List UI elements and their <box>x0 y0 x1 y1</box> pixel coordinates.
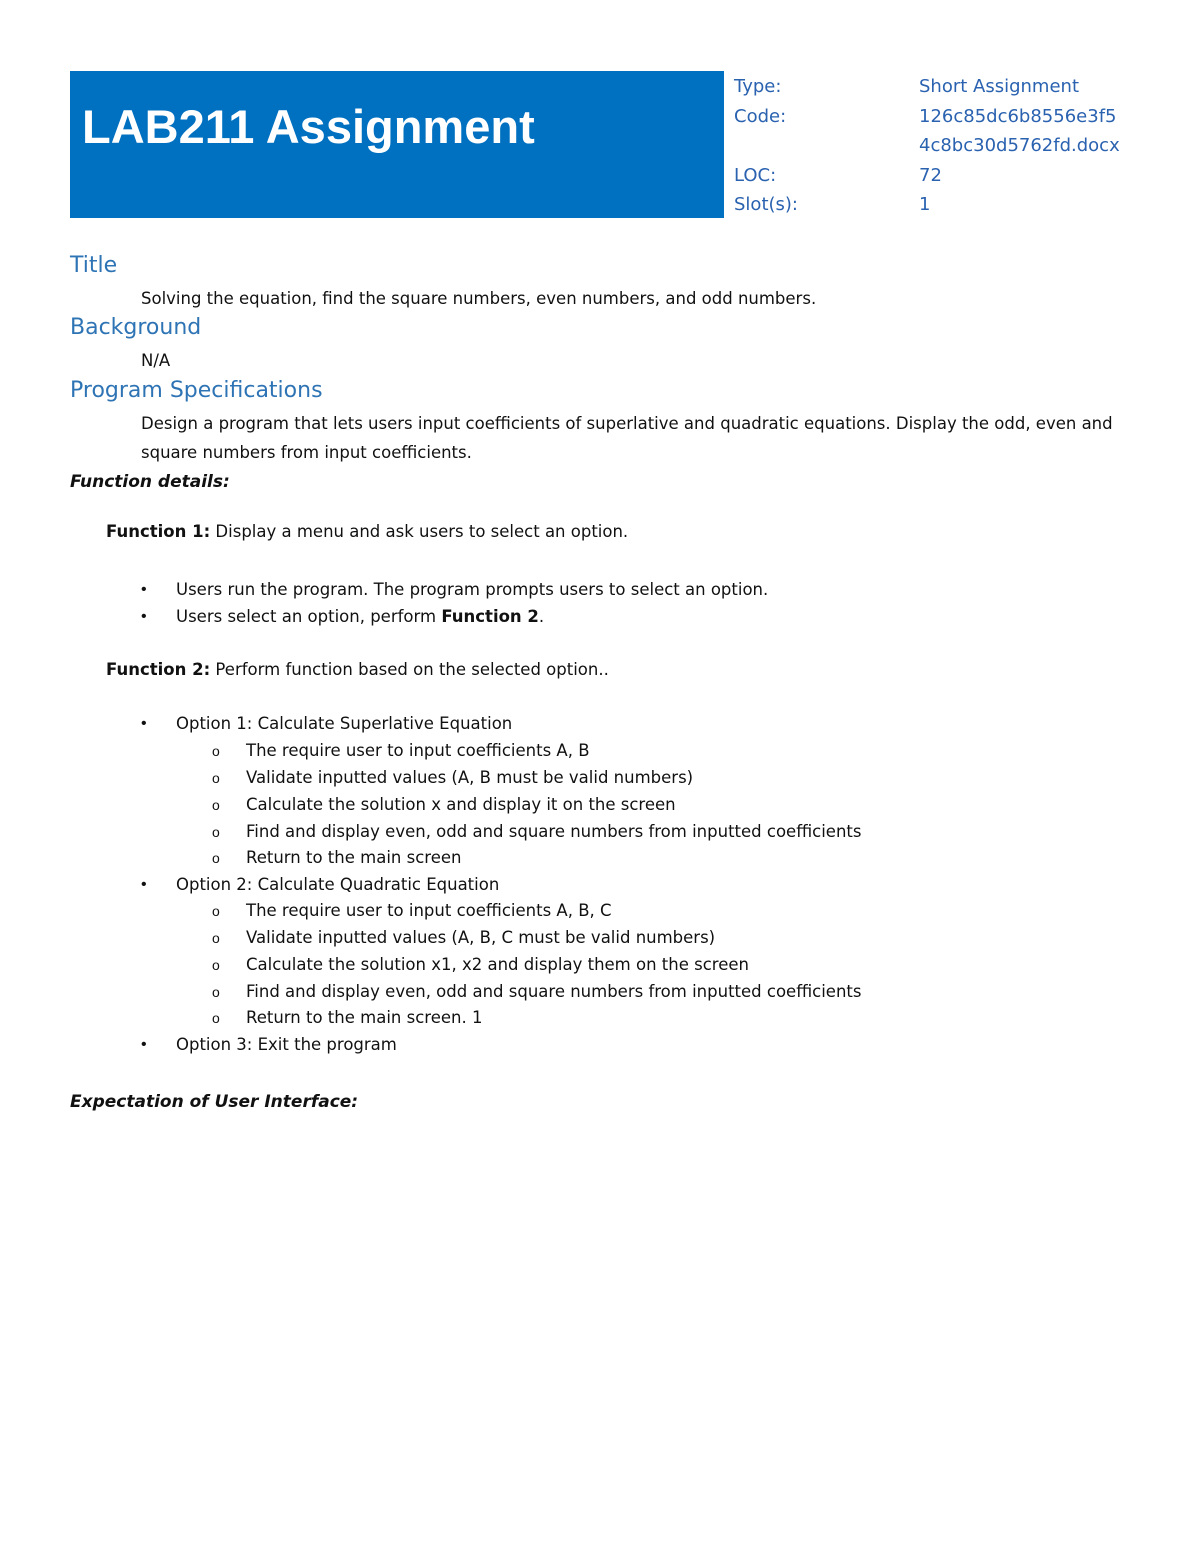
metadata-table <box>734 72 1154 220</box>
expectation-label: Expectation of User Interface: <box>70 1092 359 1112</box>
list-item-bold: Function 2 <box>441 607 539 626</box>
bullet-icon: • <box>141 608 147 625</box>
sub-list-item: The require user to input coefficients A, B <box>246 741 590 760</box>
meta-row-code-continued <box>734 131 1154 161</box>
list-item-after: . <box>538 607 545 626</box>
list-item <box>176 605 544 629</box>
sub-bullet-icon: o <box>212 850 220 866</box>
meta-label: Type: <box>734 76 782 97</box>
option-item: Option 3: Exit the program <box>176 1035 397 1054</box>
function-2-label: Function 2: <box>106 660 211 679</box>
option-item: Option 2: Calculate Quadratic Equation <box>176 875 500 894</box>
function-2-text: Perform function based on the selected option.. <box>210 660 609 679</box>
sub-bullet-icon: o <box>212 903 220 919</box>
background-heading: Background <box>70 315 202 340</box>
meta-value: 4c8bc30d5762fd.docx <box>919 135 1120 156</box>
sub-bullet-icon: o <box>212 797 220 813</box>
sub-list-item: Return to the main screen. 1 <box>246 1008 483 1027</box>
document-title: LAB211 Assignment <box>82 100 535 153</box>
sub-list-item: Find and display even, odd and square numbers from inputted coefficients <box>246 822 862 841</box>
meta-value: 126c85dc6b8556e3f5 <box>919 105 1117 127</box>
sub-list-item: Validate inputted values (A, B, C must be valid numbers) <box>246 928 716 947</box>
sub-bullet-icon: o <box>212 770 220 786</box>
sub-list-item: Find and display even, odd and square numbers from inputted coefficients <box>246 982 862 1001</box>
meta-label: Slot(s): <box>734 194 798 215</box>
function-1-text: Display a menu and ask users to select an option. <box>210 522 629 541</box>
sub-bullet-icon: o <box>212 743 220 759</box>
meta-label: LOC: <box>734 164 777 186</box>
meta-value: 72 <box>919 164 942 186</box>
bullet-icon: • <box>141 715 147 732</box>
sub-list-item: The require user to input coefficients A, B, C <box>246 901 612 920</box>
option-item: Option 1: Calculate Superlative Equation <box>176 714 513 733</box>
bullet-icon: • <box>141 876 147 893</box>
sub-bullet-icon: o <box>212 930 220 946</box>
spec-heading: Program Specifications <box>70 378 323 403</box>
title-heading: Title <box>70 253 118 278</box>
spec-text: Design a program that lets users input coefficients of superlative and quadratic equations. Display the odd, even and square numbers from input coefficients. <box>141 414 1113 462</box>
title-banner <box>70 71 724 218</box>
list-item: Users run the program. The program prompts users to select an option. <box>176 580 769 599</box>
meta-value: Short Assignment <box>919 76 1080 97</box>
bullet-icon: • <box>141 581 147 598</box>
sub-list-item: Calculate the solution x1, x2 and display them on the screen <box>246 955 749 974</box>
sub-bullet-icon: o <box>212 1010 220 1026</box>
function-1-line <box>106 520 628 544</box>
background-text: N/A <box>141 351 171 370</box>
sub-bullet-icon: o <box>212 824 220 840</box>
meta-value: 1 <box>919 194 931 215</box>
meta-row-type <box>734 72 1154 102</box>
sub-bullet-icon: o <box>212 957 220 973</box>
meta-row-loc <box>734 161 1154 191</box>
meta-label: Code: <box>734 105 787 127</box>
sub-list-item: Calculate the solution x and display it on the screen <box>246 795 676 814</box>
bullet-icon: • <box>141 1036 147 1053</box>
function-2-line <box>106 658 609 682</box>
meta-row-code <box>734 102 1154 132</box>
title-text: Solving the equation, find the square numbers, even numbers, and odd numbers. <box>141 289 817 308</box>
sub-list-item: Return to the main screen <box>246 848 462 867</box>
list-item-text: Users select an option, perform <box>176 607 442 626</box>
sub-bullet-icon: o <box>212 984 220 1000</box>
meta-row-slots <box>734 190 1154 220</box>
function-1-label: Function 1: <box>106 522 211 541</box>
function-details-label: Function details: <box>70 472 230 492</box>
sub-list-item: Validate inputted values (A, B must be valid numbers) <box>246 768 694 787</box>
